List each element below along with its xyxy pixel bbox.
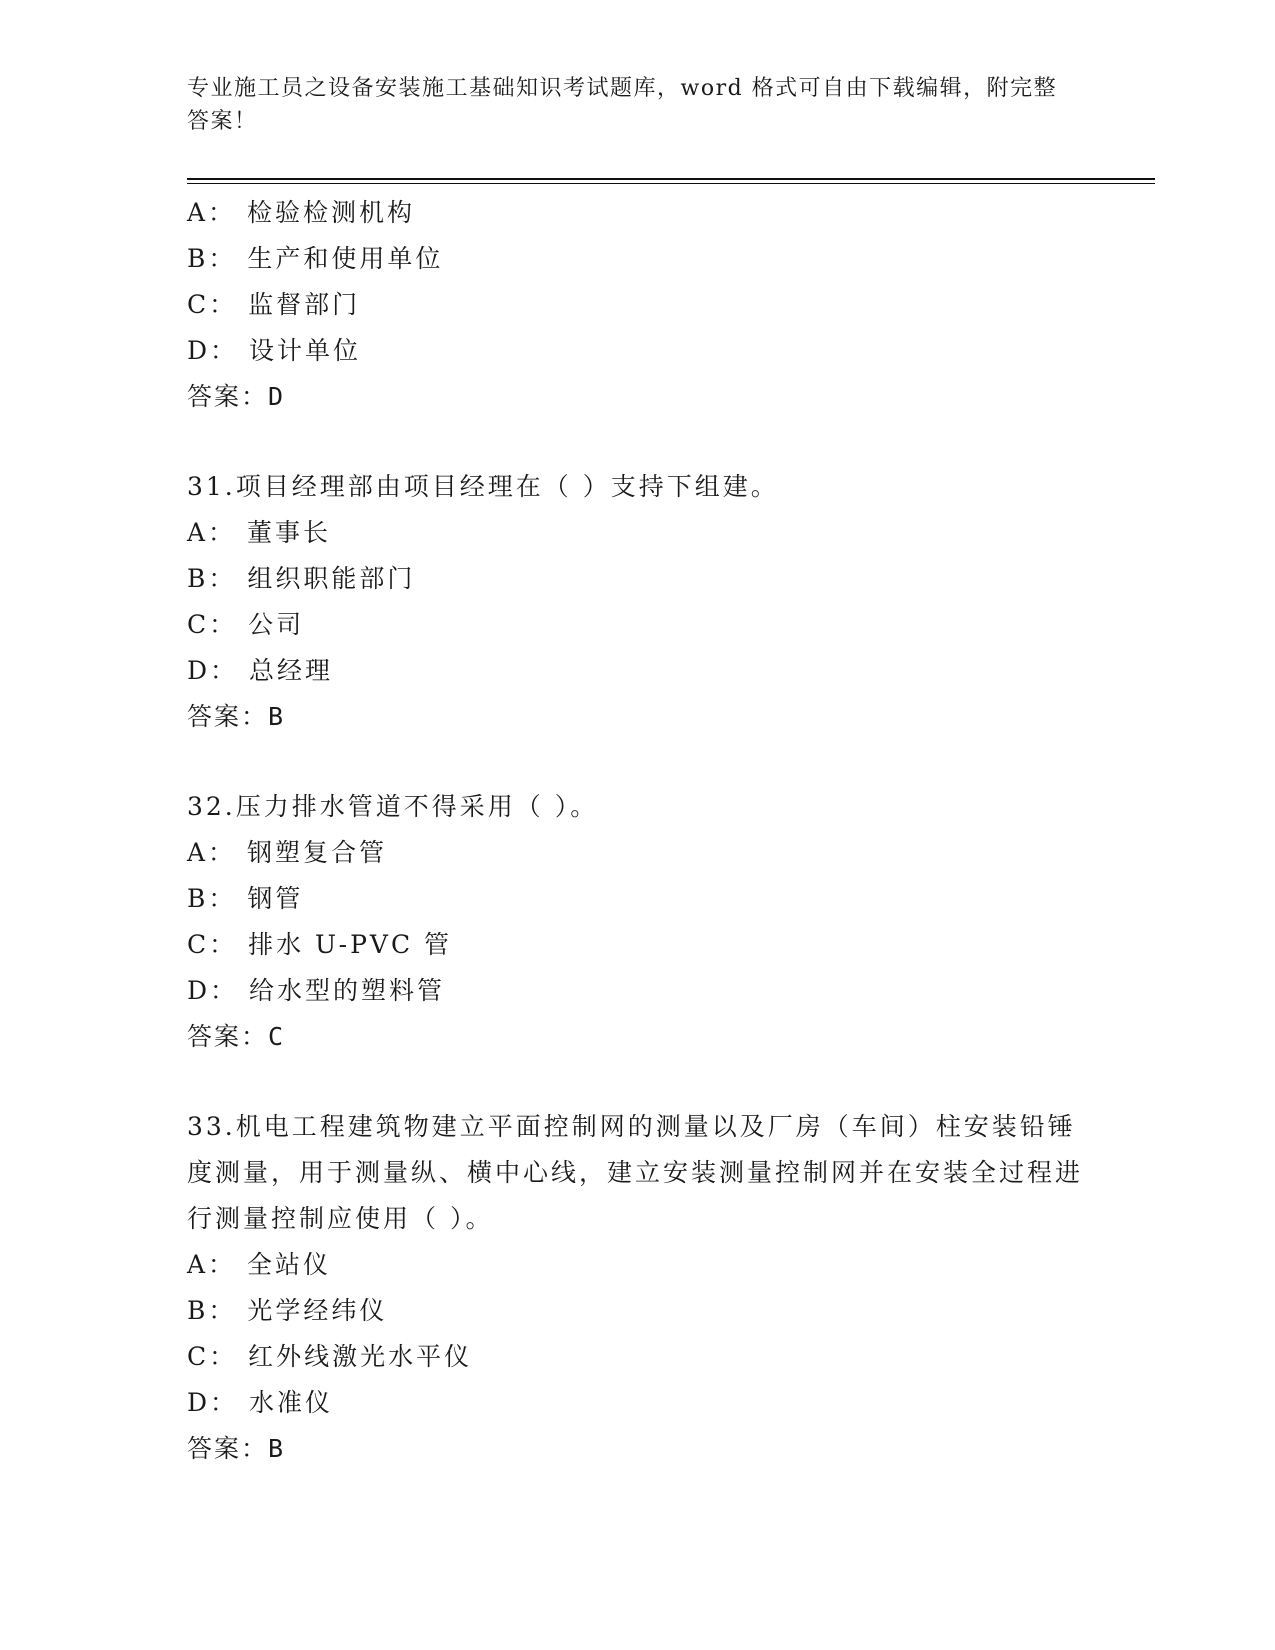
- answer-label: 答案：: [187, 382, 269, 411]
- option-b: B： 光学经纬仪: [187, 1296, 388, 1325]
- option-c: C： 公司: [187, 610, 305, 639]
- option-c: C： 排水 U-PVC 管: [187, 930, 453, 959]
- option-b: B： 钢管: [187, 884, 304, 913]
- answer-value: C: [268, 1022, 285, 1051]
- answer-label: 答案：: [187, 1022, 269, 1051]
- option-b: B： 组织职能部门: [187, 564, 416, 593]
- answer-value: D: [268, 382, 285, 411]
- option-a: A： 检验检测机构: [187, 198, 416, 227]
- option-a: A： 董事长: [187, 518, 332, 547]
- answer-value: B: [268, 1434, 285, 1463]
- question-block-continued: [187, 190, 1087, 420]
- answer-line: [187, 1014, 1087, 1060]
- answer-line: [187, 1426, 1087, 1472]
- option-c: C： 监督部门: [187, 290, 361, 319]
- header-rule-thick: [187, 178, 1155, 180]
- option-d: D： 给水型的塑料管: [187, 976, 445, 1005]
- question-text: 32.压力排水管道不得采用（ ）。: [187, 792, 599, 821]
- option-d: D： 总经理: [187, 656, 333, 685]
- question-block-31: [187, 464, 1087, 740]
- option-a: A： 钢塑复合管: [187, 838, 388, 867]
- question-text: 31.项目经理部由项目经理在（ ）支持下组建。: [187, 472, 779, 501]
- answer-line: [187, 374, 1087, 420]
- option-b: B： 生产和使用单位: [187, 244, 444, 273]
- answer-value: B: [268, 702, 285, 731]
- answer-label: 答案：: [187, 1434, 269, 1463]
- question-block-33: [187, 1104, 1087, 1472]
- option-a: A： 全站仪: [187, 1250, 332, 1279]
- document-header: 专业施工员之设备安装施工基础知识考试题库，word 格式可自由下载编辑，附完整答案！: [187, 76, 1058, 134]
- option-d: D： 水准仪: [187, 1388, 333, 1417]
- option-c: C： 红外线激光水平仪: [187, 1342, 473, 1371]
- header-rule-thin: [187, 183, 1155, 184]
- answer-label: 答案：: [187, 702, 269, 731]
- question-text: 33.机电工程建筑物建立平面控制网的测量以及厂房（车间）柱安装铅锤度测量，用于测量纵、横中心线，建立安装测量控制网并在安装全过程进行测量控制应使用（ ）。: [187, 1112, 1084, 1233]
- option-d: D： 设计单位: [187, 336, 361, 365]
- question-block-32: [187, 784, 1087, 1060]
- answer-line: [187, 694, 1087, 740]
- question-list: [187, 190, 1087, 1472]
